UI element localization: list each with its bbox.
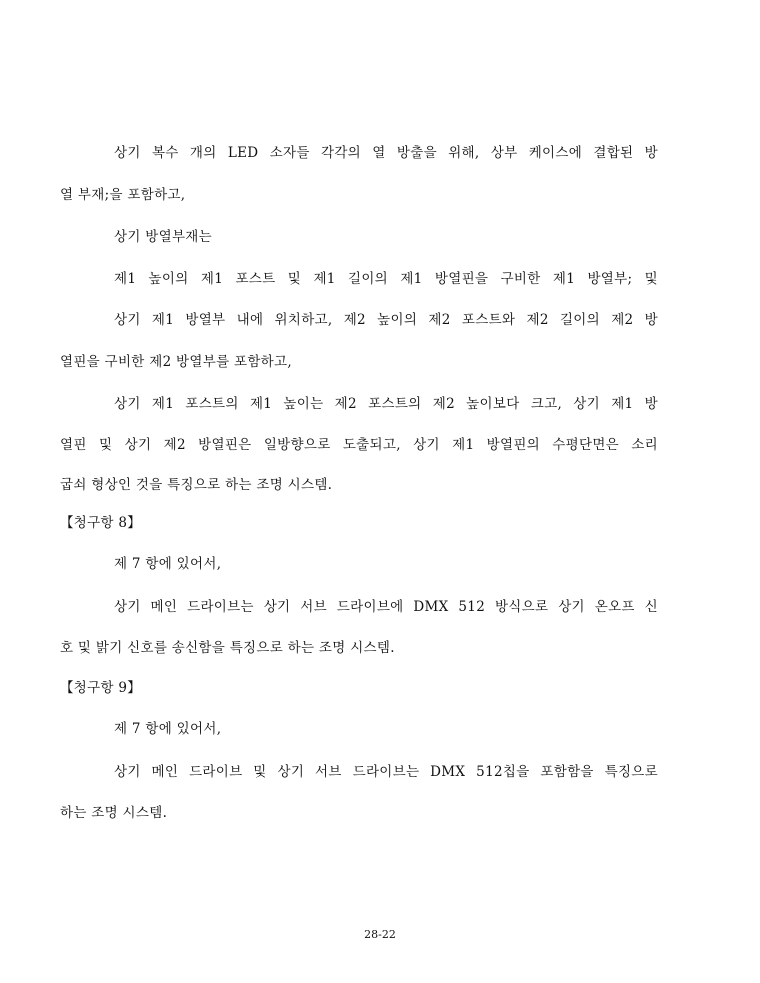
paragraph-line: 제 7 항에 있어서,	[114, 721, 222, 737]
paragraph-line: 상기 제1 방열부 내에 위치하고, 제2 높이의 제2 포스트와 제2 길이의 제2 방	[114, 312, 658, 328]
paragraph-line: 상기 메인 드라이브는 상기 서브 드라이브에 DMX 512 방식으로 상기 온오프 신	[114, 599, 658, 615]
paragraph-line: 열핀을 구비한 제2 방열부를 포함하고,	[60, 354, 292, 370]
paragraph-line: 하는 조명 시스템.	[60, 805, 168, 821]
paragraph-line: 호 및 밝기 신호를 송신함을 특징으로 하는 조명 시스템.	[60, 640, 395, 656]
paragraph-line: 상기 복수 개의 LED 소자들 각각의 열 방출을 위해, 상부 케이스에 결합된 방	[114, 145, 658, 161]
paragraph-line: 굽쇠 형상인 것을 특징으로 하는 조명 시스템.	[60, 477, 333, 493]
paragraph-line: 상기 제1 포스트의 제1 높이는 제2 포스트의 제2 높이보다 크고, 상기 제1 방	[114, 396, 658, 412]
paragraph-line: 제1 높이의 제1 포스트 및 제1 길이의 제1 방열핀을 구비한 제1 방열부; 및	[114, 271, 658, 287]
paragraph-line: 상기 방열부재는	[114, 229, 212, 245]
claim-heading: 【청구항 8】	[60, 515, 142, 531]
paragraph-line: 열 부재;을 포함하고,	[60, 187, 186, 203]
paragraph-line: 제 7 항에 있어서,	[114, 556, 222, 572]
claim-heading: 【청구항 9】	[60, 680, 142, 696]
paragraph-line: 열핀 및 상기 제2 방열핀은 일방향으로 도출되고, 상기 제1 방열핀의 수평단면은 소리	[60, 437, 658, 453]
page-number: 28-22	[364, 928, 396, 941]
paragraph-line: 상기 메인 드라이브 및 상기 서브 드라이브는 DMX 512칩을 포함함을 특징으로	[114, 764, 658, 780]
